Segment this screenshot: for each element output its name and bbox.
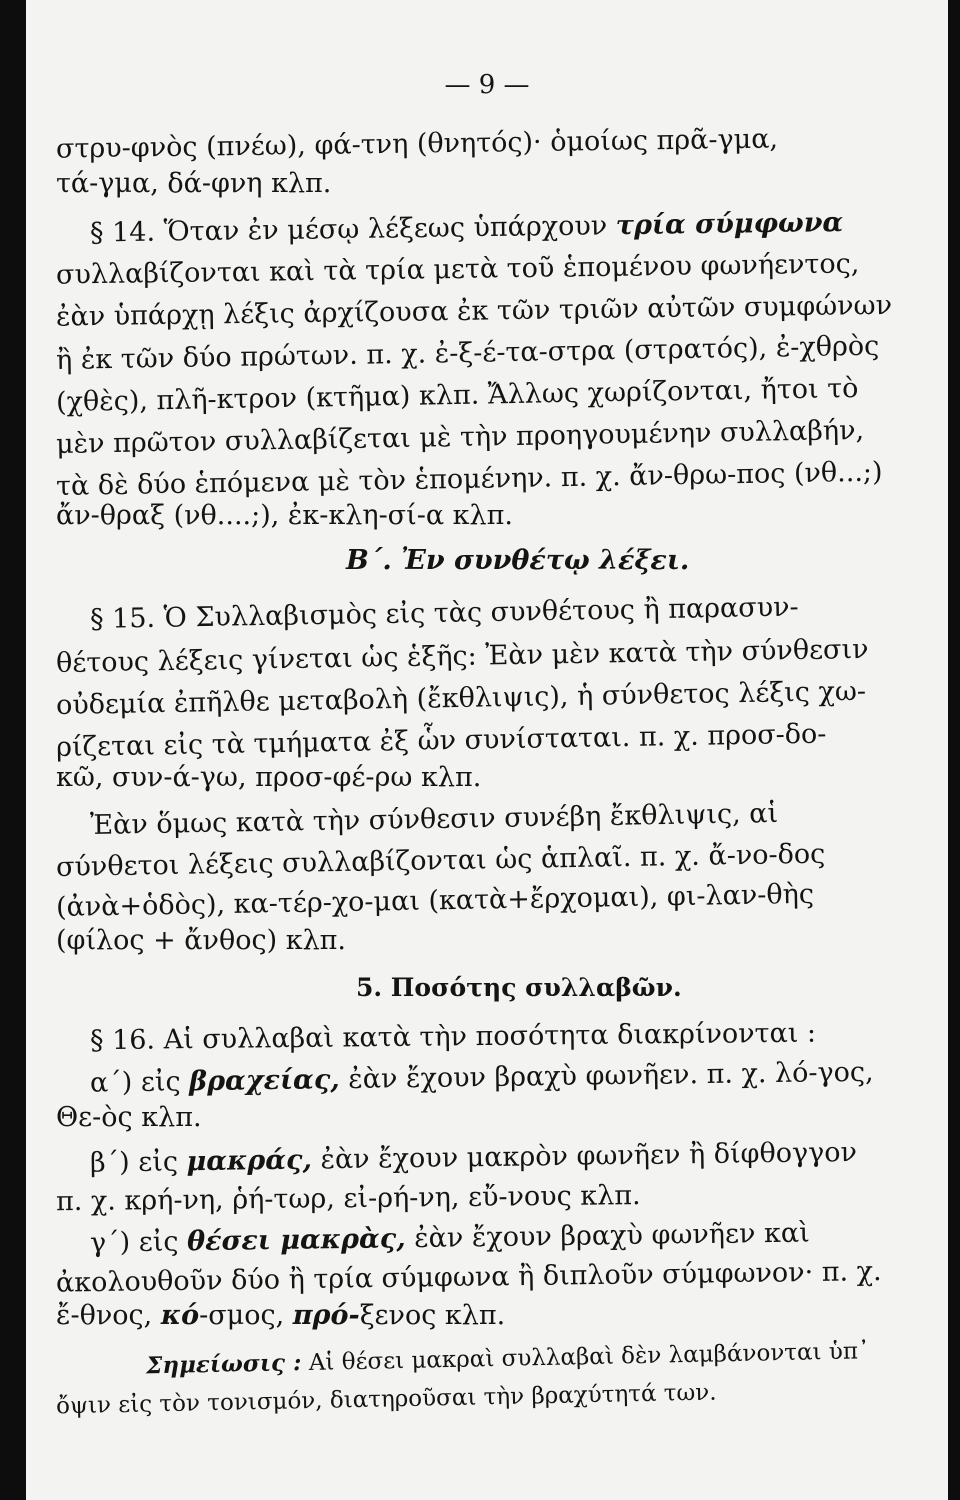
text-line: ἔ-θνος, κό-σμος, πρό-ξενος κλπ. — [56, 1300, 506, 1331]
text-line: (ἀνὰ+ὁδὸς), κα-τέρ-χο-μαι (κατὰ+ἔρχομαι), φι-λαν-θὴς — [55, 878, 815, 923]
note-line: ὄψιν εἰς τὸν τονισμόν, διατηροῦσαι τὴν βραχύτητά των. — [55, 1379, 717, 1420]
text-line: τά-γμα, δά-φνη κλπ. — [56, 168, 332, 199]
text-line: τὰ δὲ δύο ἑπόμενα μὲ τὸν ἑπομένην. π. χ. ἄν-θρω-πος (νθ...;) — [55, 456, 883, 502]
text-line: θέτους λέξεις γίνεται ὡς ἑξῆς: Ἐὰν μὲν κατὰ τὴν σύνθεσιν — [55, 633, 869, 679]
text-line: Ἐὰν ὅμως κατὰ τὴν σύνθεσιν συνέβη ἔκθλιψις, αἱ — [89, 797, 779, 841]
section-heading: Β΄. Ἐν συνθέτῳ λέξει. — [346, 545, 690, 576]
text-line: § 16. Αἱ συλλαβαὶ κατὰ τὴν ποσότητα διακρίνονται : — [89, 1017, 817, 1057]
text-line: π. χ. κρή-νη, ῥή-τωρ, εἰ-ρή-νη, εὔ-νους κλπ. — [55, 1180, 641, 1218]
text-line: γ΄) εἰς θέσει μακρὰς, ἐὰν ἔχουν βραχὺ φωνῆεν καὶ — [89, 1217, 810, 1259]
text-line: σύνθετοι λέξεις συλλαβίζονται ὡς ἁπλαῖ. π. χ. ἄ-νο-δος — [55, 838, 826, 883]
text-line: κῶ, συν-ά-γω, προσ-φέ-ρω κλπ. — [56, 762, 482, 793]
text-line: οὐδεμία ἐπῆλθε μεταβολὴ (ἔκθλιψις), ἡ σύνθετος λέξις χω- — [55, 675, 867, 721]
note-line: Σημείωσις : Αἱ θέσει μακραὶ συλλαβαὶ δὲν λαμβάνονται ὑπ᾽ — [145, 1338, 870, 1380]
text-line: ἐὰν ὑπάρχῃ λέξις ἀρχίζουσα ἐκ τῶν τριῶν αὐτῶν συμφώνων — [55, 289, 893, 333]
text-line: μὲν πρῶτον συλλαβίζεται μὲ τὴν προηγουμένην συλλαβήν, — [55, 414, 865, 460]
document-page — [26, 0, 948, 1500]
text-line: Θε-ὸς κλπ. — [56, 1102, 202, 1133]
text-line: στρυ-φνὸς (πνέω), φά-τνη (θνητός)· ὁμοίως πρᾶ-γμα, — [55, 123, 779, 165]
text-line: (φίλος + ἄνθος) κλπ. — [56, 925, 347, 956]
text-line: α΄) εἰς βραχείας, ἐὰν ἔχουν βραχὺ φωνῆεν. π. χ. λό-γος, — [89, 1056, 874, 1099]
text-line: συλλαβίζονται καὶ τὰ τρία μετὰ τοῦ ἑπομένου φωνήεντος, — [55, 248, 860, 291]
section-heading: 5. Ποσότης συλλαβῶν. — [356, 973, 682, 1002]
text-line: ἄν-θραξ (νθ....;), ἐκ-κλη-σί-α κλπ. — [56, 500, 513, 531]
text-line: ἀκολουθοῦν δύο ἢ τρία σύμφωνα ἢ διπλοῦν σύμφωνον· π. χ. — [55, 1256, 882, 1299]
text-line: § 14. Ὅταν ἐν μέσῳ λέξεως ὑπάρχουν τρία σύμφωνα — [89, 207, 844, 249]
text-line: ἢ ἐκ τῶν δύο πρώτων. π. χ. ἐ-ξ-έ-τα-στρα (στρατός), ἐ-χθρὸς — [55, 330, 880, 376]
text-line: β΄) εἰς μακράς, ἐὰν ἔχουν μακρὸν φωνῆεν ἢ δίφθογγον — [89, 1136, 858, 1179]
text-line: ρίζεται εἰς τὰ τμήματα ἐξ ὧν συνίσταται. π. χ. προσ-δο- — [55, 718, 827, 763]
text-line: (χθὲς), πλῆ-κτρον (κτῆμα) κλπ. Ἄλλως χωρίζονται, ἤτοι τὸ — [55, 372, 859, 418]
page-number: — 9 — — [444, 70, 530, 100]
text-line: § 15. Ὁ Συλλαβισμὸς εἰς τὰς συνθέτους ἢ παρασυν- — [89, 591, 799, 635]
